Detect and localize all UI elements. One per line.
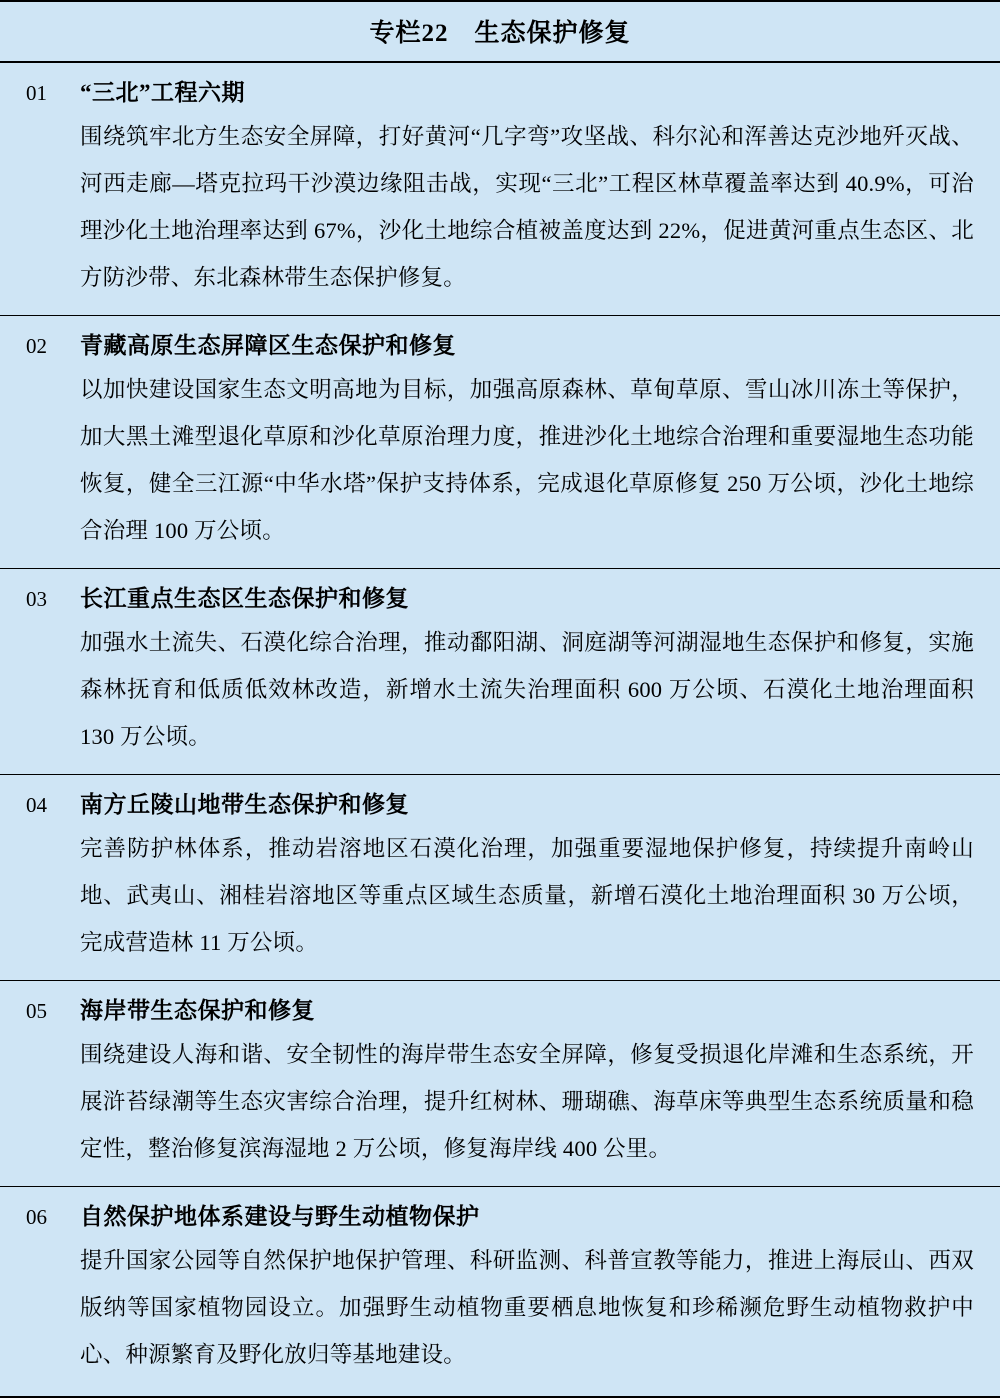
- title-prefix: 专栏22: [369, 20, 449, 47]
- list-item: [0, 981, 1000, 1187]
- item-body: 围绕筑牢北方生态安全屏障，打好黄河“几字弯”攻坚战、科尔沁和浑善达克沙地歼灭战、河西走廊—塔克拉玛干沙漠边缘阻击战，实现“三北”工程区林草覆盖率达到 40.9%，可治理沙化土地治理率达到 67%，沙化土地综合植被盖度达到 22%，促进黄河重点生态区、北方防沙带、东北森林带生态保护修复。: [80, 124, 974, 290]
- list-item: [0, 1187, 1000, 1396]
- item-content: [80, 326, 974, 554]
- title-main: 生态保护修复: [474, 20, 631, 47]
- item-content: [80, 579, 974, 760]
- item-content: [80, 1197, 974, 1378]
- item-content: [80, 73, 974, 301]
- item-body: 加强水土流失、石漠化综合治理，推动鄱阳湖、洞庭湖等河湖湿地生态保护和修复，实施森林抚育和低质低效林改造，新增水土流失治理面积 600 万公顷、石漠化土地治理面积 130 万公顷。: [80, 630, 974, 749]
- item-heading: 自然保护地体系建设与野生动植物保护: [80, 1204, 480, 1229]
- item-content: [80, 785, 974, 966]
- item-content: [80, 991, 974, 1172]
- item-number: 05: [26, 999, 47, 1023]
- item-heading: 青藏高原生态屏障区生态保护和修复: [80, 333, 456, 358]
- item-number: 04: [26, 793, 47, 817]
- list-item: [0, 775, 1000, 981]
- item-body: 提升国家公园等自然保护地保护管理、科研监测、科普宣教等能力，推进上海辰山、西双版纳等国家植物园设立。加强野生动植物重要栖息地恢复和珍稀濒危野生动植物救护中心、种源繁育及野化放归等基地建设。: [80, 1248, 974, 1367]
- item-number: 01: [26, 81, 47, 105]
- item-heading: “三北”工程六期: [80, 80, 245, 105]
- item-heading: 海岸带生态保护和修复: [80, 998, 315, 1023]
- item-number: 06: [26, 1205, 47, 1229]
- item-heading: 长江重点生态区生态保护和修复: [80, 586, 409, 611]
- item-body: 围绕建设人海和谐、安全韧性的海岸带生态安全屏障，修复受损退化岸滩和生态系统，开展浒苔绿潮等生态灾害综合治理，提升红树林、珊瑚礁、海草床等典型生态系统质量和稳定性，整治修复滨海湿地 2 万公顷，修复海岸线 400 公里。: [80, 1042, 974, 1161]
- item-heading: 南方丘陵山地带生态保护和修复: [80, 792, 409, 817]
- list-item: [0, 569, 1000, 775]
- item-number: 03: [26, 587, 47, 611]
- list-item: [0, 316, 1000, 569]
- item-number: 02: [26, 334, 47, 358]
- item-body: 完善防护林体系，推动岩溶地区石漠化治理，加强重要湿地保护修复，持续提升南岭山地、武夷山、湘桂岩溶地区等重点区域生态质量，新增石漠化土地治理面积 30 万公顷，完成营造林 11 万公顷。: [80, 836, 974, 955]
- item-body: 以加快建设国家生态文明高地为目标，加强高原森林、草甸草原、雪山冰川冻土等保护，加大黑土滩型退化草原和沙化草原治理力度，推进沙化土地综合治理和重要湿地生态功能恢复，健全三江源“中华水塔”保护支持体系，完成退化草原修复 250 万公顷，沙化土地综合治理 100 万公顷。: [80, 377, 974, 543]
- page-title: [0, 2, 1000, 63]
- list-item: [0, 63, 1000, 316]
